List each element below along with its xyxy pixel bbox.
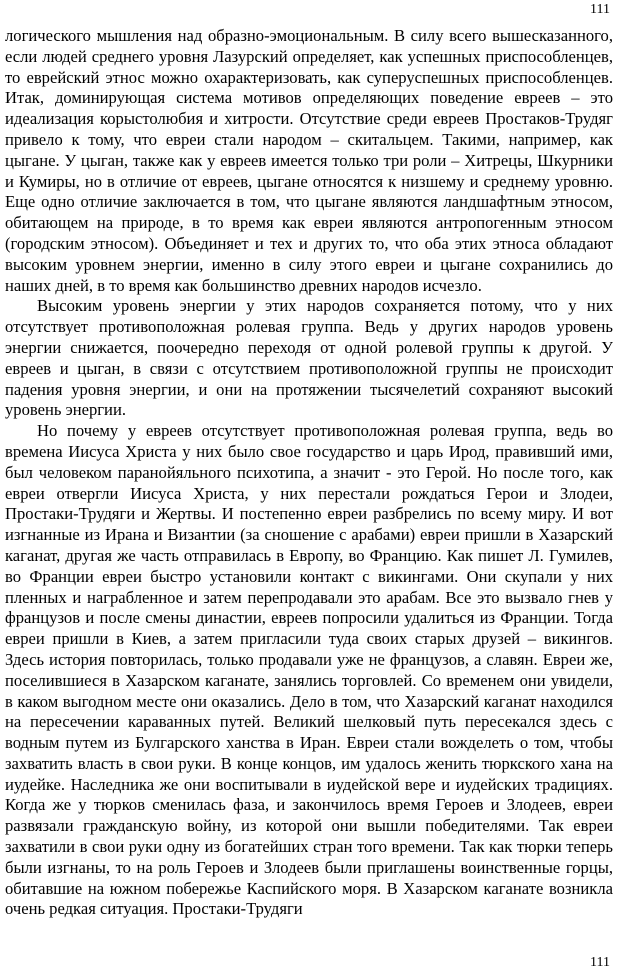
paragraph: логического мышления над образно-эмоциональным. В силу всего вышесказанного, если людей среднего уровня Лазурский определяет, как успешных приспособленцев, то еврейский этнос можно охарактеризовать, как суперуспешных приспособленцев. Итак, доминирующая система мотивов определяющих поведение евреев – это идеализация корыстолюбия и хитрости. Отсутствие среди евреев Простаков-Трудяг привело к тому, что евреи стали народом – скитальцем. Такими, например, как цыгане. У цыган, также как у евреев имеется только три роли – Хитрецы, Шкурники и Кумиры, но в отличие от евреев, цыгане относятся к низшему и среднему уровню. Еще одно отличие заключается в том, что цыгане являются ландшафтным этносом, обитающем на природе, в то время как евреи являются антропогенным этносом (городским этносом). Объединяет и тех и других то, что оба этих этноса обладают высоким уровнем энергии, именно в силу этого евреи и цыгане сохранились до наших дней, в то время как большинство древних народов исчезло. xyxy=(5,26,613,295)
page-number-top: 111 xyxy=(590,2,610,17)
page-number-bottom: 111 xyxy=(590,955,610,970)
paragraph: Высоким уровень энергии у этих народов сохраняется потому, что у них отсутствует противоположная ролевая группа. Ведь у других народов уровень энергии снижается, поочередно переходя от одной ролевой группы к другой. У евреев и цыган, в связи с отсутствием противоположной группы не происходит падения уровня энергии, и они на протяжении тысячелетий сохраняют высокий уровень энергии. xyxy=(5,296,613,420)
paragraph: Но почему у евреев отсутствует противоположная ролевая группа, ведь во времена Иисуса Христа у них было свое государство и царь Ирод, правивший ими, был человеком паранойяльного психотипа, а значит - это Герой. Но после того, как евреи отвергли Иисуса Христа, у них перестали рождаться Герои и Злодеи, Простаки-Трудяги и Жертвы. И постепенно евреи разбрелись по всему миру. И вот изгнанные из Ирана и Византии (за сношение с арабами) евреи пришли в Хазарский каганат, другая же часть отправилась в Европу, во Францию. Как пишет Л. Гумилев, во Франции евреи быстро установили контакт с викингами. Они скупали у них пленных и награбленное и затем перепродавали это арабам. Все это вызвало гнев у французов и после смены династии, евреев попросили удалиться из Франции. Тогда евреи пришли в Киев, а затем пригласили туда своих старых друзей – викингов. Здесь история повторилась, только продавали уже не французов, а славян. Евреи же, поселившиеся в Хазарском каганате, занялись торговлей. Со временем они увидели, в каком выгодном месте они оказались. Дело в том, что Хазарский каганат находился на пересечении караванных путей. Великий шелковый путь пересекался здесь с водным путем из Булгарского ханства в Иран. Евреи стали вожделеть о том, чтобы захватить власть в свои руки. В конце концов, им удалось женить тюркского хана на иудейке. Наследника же они воспитывали в иудейской вере и иудейских традициях. Когда же у тюрков сменилась фаза, и закончилось время Героев и Злодеев, евреи развязали гражданскую войну, из которой они вышли победителями. Так евреи захватили в свои руки одну из богатейших стран того времени. Так как тюрки теперь были изгнаны, то на роль Героев и Злодеев были приглашены воинственные горцы, обитавшие на южном побережье Каспийского моря. В Хазарском каганате возникла очень редкая ситуация. Простаки-Трудяги xyxy=(5,421,613,919)
body-text xyxy=(5,26,613,920)
